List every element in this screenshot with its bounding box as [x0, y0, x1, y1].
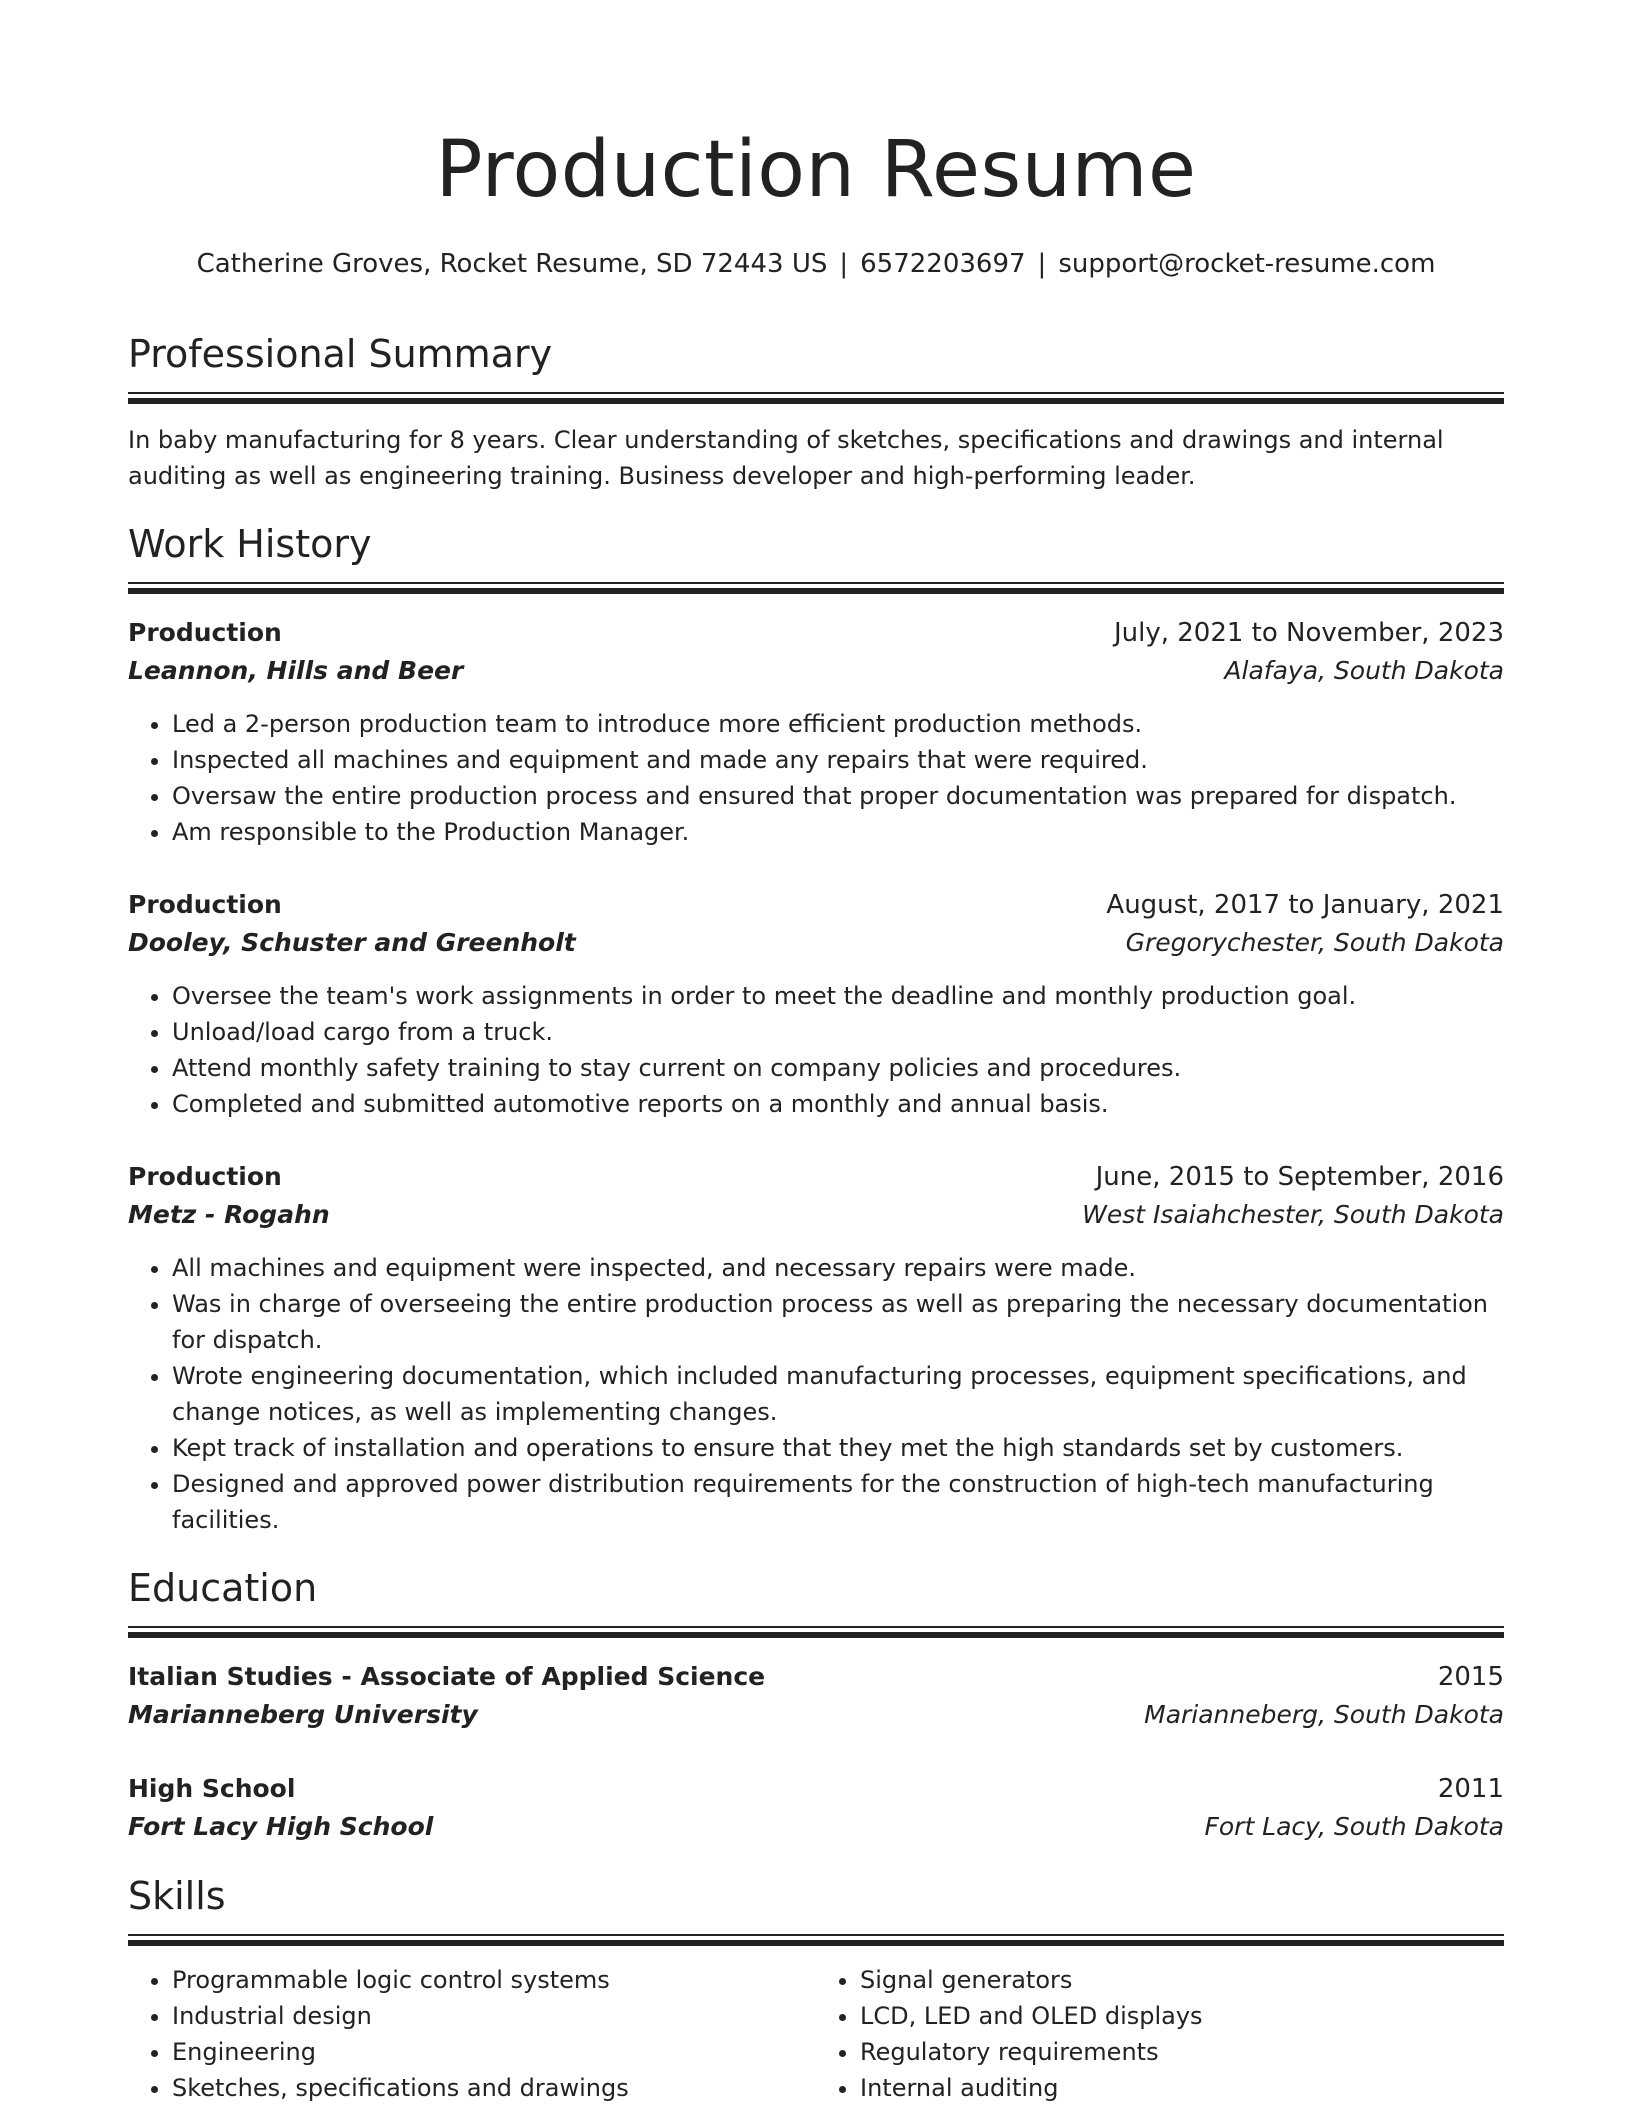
education-location: Fort Lacy, South Dakota — [1204, 1812, 1504, 1841]
skills-list — [128, 1962, 1504, 2106]
work-section-header — [128, 520, 1504, 592]
skill-item: • Programmable logic control systems — [172, 1962, 816, 1998]
job-bullet: • Attend monthly safety training to stay current on company policies and procedures. — [172, 1050, 1504, 1086]
job-subheader — [128, 924, 1504, 962]
job-bullet: • Am responsible to the Production Manager. — [172, 814, 1504, 850]
job-dates: August, 2017 to January, 2021 — [1106, 890, 1504, 920]
job-bullet: • Oversee the team's work assignments in order to meet the deadline and monthly production goal. — [172, 978, 1504, 1014]
contact-line — [128, 246, 1504, 282]
job-entry — [128, 614, 1504, 850]
job-bullet: • Kept track of installation and operations to ensure that they met the high standards set by customers. — [172, 1430, 1504, 1466]
education-subheader — [128, 1696, 1504, 1734]
education-heading: Education — [128, 1566, 318, 1610]
job-title: Production — [128, 890, 282, 919]
job-entry — [128, 886, 1504, 1122]
education-degree: Italian Studies - Associate of Applied Science — [128, 1662, 766, 1691]
contact-separator: | — [1037, 249, 1047, 279]
job-title: Production — [128, 618, 282, 647]
contact-address: Catherine Groves, Rocket Resume, SD 72443 US — [196, 249, 828, 279]
job-bullets — [128, 706, 1504, 850]
education-entry — [128, 1658, 1504, 1734]
job-company: Dooley, Schuster and Greenholt — [128, 928, 576, 957]
education-section-header — [128, 1564, 1504, 1636]
education-school: Marianneberg University — [128, 1700, 478, 1729]
education-header — [128, 1770, 1504, 1808]
job-header — [128, 886, 1504, 924]
contact-email: support@rocket-resume.com — [1058, 249, 1436, 279]
job-entry — [128, 1158, 1504, 1538]
skill-item: • Signal generators — [860, 1962, 1504, 1998]
job-header — [128, 1158, 1504, 1196]
skills-column-left — [128, 1962, 816, 2106]
job-bullet: • Completed and submitted automotive reports on a monthly and annual basis. — [172, 1086, 1504, 1122]
education-location: Marianneberg, South Dakota — [1144, 1700, 1504, 1729]
education-year: 2015 — [1437, 1662, 1504, 1692]
resume-title: Production Resume — [435, 125, 1197, 215]
work-heading: Work History — [128, 522, 372, 566]
job-location: Gregorychester, South Dakota — [1125, 928, 1504, 957]
skill-item: • Industrial design — [172, 1998, 816, 2034]
skill-item: • Internal auditing — [860, 2070, 1504, 2106]
section-divider — [128, 582, 1504, 592]
skills-heading: Skills — [128, 1874, 226, 1918]
job-company: Metz - Rogahn — [128, 1200, 330, 1229]
job-bullet: • Was in charge of overseeing the entire production process as well as preparing the necessary documentation for dispatch. — [172, 1286, 1504, 1358]
skill-item: • LCD, LED and OLED displays — [860, 1998, 1504, 2034]
education-subheader — [128, 1808, 1504, 1846]
job-title: Production — [128, 1162, 282, 1191]
skills-section-header — [128, 1872, 1504, 1944]
job-bullet: • Wrote engineering documentation, which included manufacturing processes, equipment specifications, and change notices, as well as implementing changes. — [172, 1358, 1504, 1430]
section-divider — [128, 1934, 1504, 1944]
education-degree: High School — [128, 1774, 296, 1803]
education-header — [128, 1658, 1504, 1696]
section-divider — [128, 1626, 1504, 1636]
education-school: Fort Lacy High School — [128, 1812, 434, 1841]
job-bullet: • Inspected all machines and equipment and made any repairs that were required. — [172, 742, 1504, 778]
job-bullet: • Oversaw the entire production process and ensured that proper documentation was prepared for dispatch. — [172, 778, 1504, 814]
contact-separator: | — [839, 249, 849, 279]
job-bullet: • Designed and approved power distribution requirements for the construction of high-tech manufacturing facilities. — [172, 1466, 1504, 1538]
job-header — [128, 614, 1504, 652]
job-subheader — [128, 652, 1504, 690]
job-bullet: • Led a 2-person production team to introduce more efficient production methods. — [172, 706, 1504, 742]
summary-heading: Professional Summary — [128, 332, 553, 376]
job-dates: June, 2015 to September, 2016 — [1095, 1162, 1504, 1192]
job-bullets — [128, 1250, 1504, 1538]
job-company: Leannon, Hills and Beer — [128, 656, 464, 685]
job-location: West Isaiahchester, South Dakota — [1082, 1200, 1504, 1229]
education-entry — [128, 1770, 1504, 1846]
job-dates: July, 2021 to November, 2023 — [1113, 618, 1504, 648]
section-divider — [128, 392, 1504, 402]
summary-section-header — [128, 330, 1504, 402]
job-bullets — [128, 978, 1504, 1122]
job-location: Alafaya, South Dakota — [1224, 656, 1504, 685]
job-bullet: • Unload/load cargo from a truck. — [172, 1014, 1504, 1050]
skill-item: • Sketches, specifications and drawings — [172, 2070, 816, 2106]
summary-text: In baby manufacturing for 8 years. Clear understanding of sketches, specifications and drawings and internal auditing as well as engineering training. Business developer and high-performing leader. — [128, 426, 1444, 490]
job-subheader — [128, 1196, 1504, 1234]
skills-column-right — [816, 1962, 1504, 2106]
education-year: 2011 — [1437, 1774, 1504, 1804]
skill-item: • Regulatory requirements — [860, 2034, 1504, 2070]
job-bullet: • All machines and equipment were inspected, and necessary repairs were made. — [172, 1250, 1504, 1286]
skill-item: • Engineering — [172, 2034, 816, 2070]
contact-phone: 6572203697 — [860, 249, 1026, 279]
